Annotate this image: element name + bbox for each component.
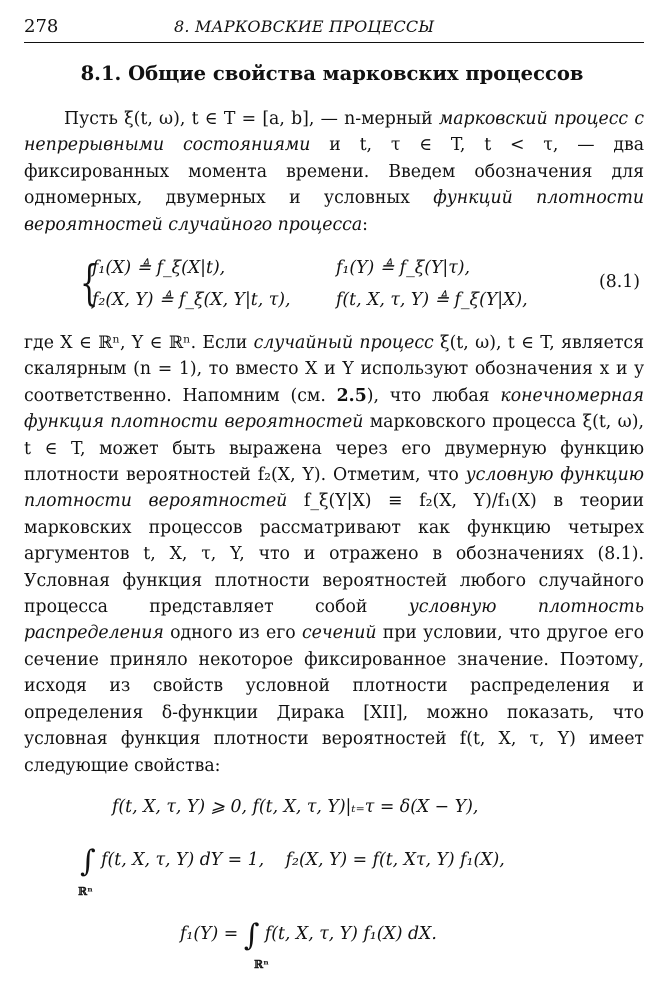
eq-8-1-line1-left: f₁(X) ≜ f_ξ(X|t),	[92, 258, 226, 278]
property-line-3	[180, 918, 437, 953]
integral-domain-1: ℝⁿ	[78, 885, 93, 898]
section-title: 8.1. Общие свойства марковских процессов	[80, 62, 584, 85]
cross-reference: 2.5	[336, 385, 367, 406]
property-line-2	[80, 844, 505, 879]
paragraph-2-text-a: где X ∈ ℝⁿ, Y ∈ ℝⁿ. Если	[24, 333, 254, 353]
paragraph-1	[24, 106, 644, 238]
eq-8-1-line2-right: f(t, X, τ, Y) ≜ f_ξ(Y|X),	[336, 290, 528, 310]
term-conditional-density-function: условную функцию плотности вероятностей	[24, 465, 644, 512]
integral-sign-2: ∫	[243, 918, 260, 953]
equation-number: (8.1)	[599, 272, 640, 292]
running-title: 8. МАРКОВСКИЕ ПРОЦЕССЫ	[174, 17, 435, 36]
paragraph-2-text-b: ξ(t, ω), t ∈ T, является скалярным (n = 1), то вместо X и Y используют обозначения x и y соответственно. Напомним (см.	[24, 333, 644, 406]
page-number: 278	[24, 16, 59, 37]
eq-8-1-line2-left: f₂(X, Y) ≜ f_ξ(X, Y|t, τ),	[92, 290, 291, 310]
integral-domain-2: ℝⁿ	[254, 958, 269, 971]
paragraph-1-text-b: и t, τ ∈ T, t < τ, — два фиксированных момента времени. Введем обозначения для одномерных, двумерных и условных	[24, 135, 644, 209]
term-random-process: случайный процесс	[253, 333, 434, 353]
property-line-1: f(t, X, τ, Y) ⩾ 0, f(t, X, τ, Y)|ₜ₌τ = δ(X − Y),	[112, 797, 479, 817]
property-line-2-a: f(t, X, τ, Y) dY = 1,	[101, 850, 265, 870]
paragraph-2	[24, 330, 644, 779]
eq-8-1-line1-right: f₁(Y) ≜ f_ξ(Y|τ),	[336, 258, 471, 278]
property-line-2-b: f₂(X, Y) = f(t, Xτ, Y) f₁(X),	[285, 850, 505, 870]
paragraph-2-text-c: ), что любая	[366, 385, 501, 406]
paragraph-1-text-c: :	[362, 214, 368, 235]
term-conditional-distribution-density: условную плотность распределения	[24, 597, 645, 644]
paragraph-2-text-g: при условии, что другое его сечение приняло некоторое фиксированное значение. Поэтому, исходя из свойств условной плотности распределения и определения δ-функции Дирака [XII], можно показать, что условная функция плотности вероятностей f(t, X, τ, Y) имеет следующие свойства:	[24, 623, 644, 776]
integral-sign: ∫	[80, 844, 96, 879]
paragraph-2-text-d: марковского процесса ξ(t, ω), t ∈ T, может быть выражена через его двумерную функцию плотности вероятностей f₂(X, Y). Отметим, что	[24, 412, 644, 486]
paragraph-2-text-e: f_ξ(Y|X) ≡ f₂(X, Y)/f₁(X) в теории марковских процессов рассматривают как функцию четырех аргументов t, X, τ, Y, что и отражено в обозначениях (8.1). Условная функция плотности вероятностей любого случайного процесса представляет собой	[24, 491, 644, 618]
equation-8-1	[80, 254, 640, 318]
term-markov-process: марковский процесс с непрерывными состояниями	[24, 109, 644, 156]
paragraph-1-text-a: Пусть ξ(t, ω), t ∈ T = [a, b], — n-мерный	[64, 109, 439, 129]
running-head	[24, 14, 644, 43]
term-finite-dim-density: конечномерная функция плотности вероятностей	[24, 385, 644, 433]
term-density-functions: функций плотности вероятностей случайного процесса	[24, 188, 644, 235]
left-brace: {	[80, 255, 99, 311]
property-line-3-rhs: f(t, X, τ, Y) f₁(X) dX.	[264, 924, 437, 944]
paragraph-2-text-f: одного из его	[163, 623, 302, 644]
property-line-3-lhs: f₁(Y) =	[180, 924, 239, 944]
term-sections: сечений	[301, 623, 377, 644]
